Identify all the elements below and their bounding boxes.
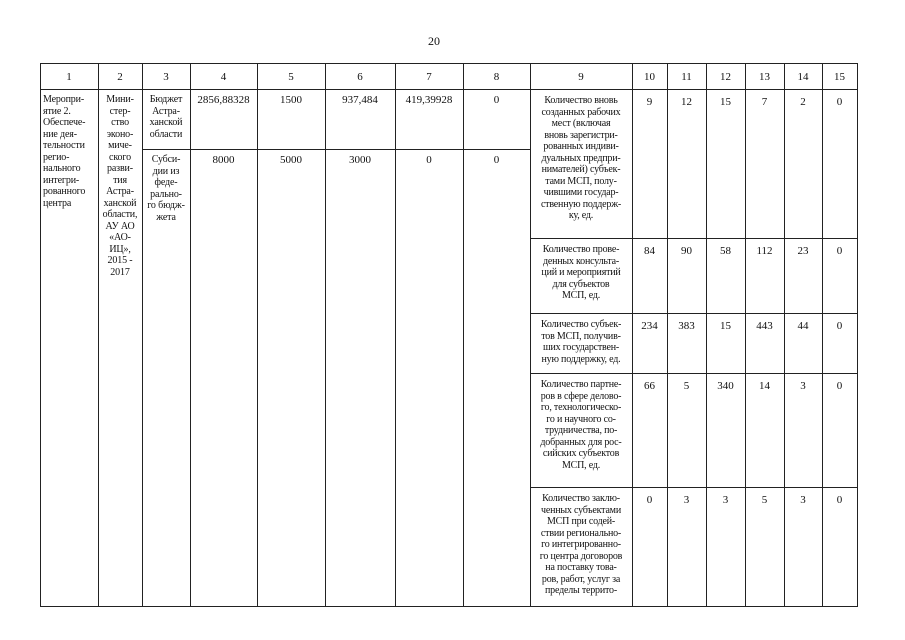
indicator-value: 0: [836, 245, 843, 257]
column-header: 13: [759, 71, 770, 83]
funding-source: Субси- дии из феде- рально- го бюдж- жета: [147, 154, 185, 223]
indicator-value: 443: [756, 320, 773, 332]
indicator-value: 44: [797, 320, 809, 332]
funding-value: 3000: [349, 154, 371, 166]
column-border: [857, 63, 858, 607]
indicator-value: 12: [681, 96, 692, 108]
indicator-name: Количество субъек- тов МСП, получив- ших государствен- ную поддержку, ед.: [540, 319, 622, 365]
row-border: [530, 487, 858, 488]
column-border: [745, 63, 746, 607]
indicator-value: 66: [644, 380, 655, 392]
funding-value: 419,39928: [405, 94, 453, 106]
indicator-value: 0: [646, 494, 653, 506]
row-border: [40, 89, 858, 90]
column-header: 6: [357, 71, 363, 83]
column-header: 5: [288, 71, 294, 83]
indicator-value: 84: [644, 245, 655, 257]
column-border: [530, 63, 531, 607]
indicator-value: 5: [683, 380, 690, 392]
column-border: [822, 63, 823, 607]
column-border: [784, 63, 785, 607]
column-border: [706, 63, 707, 607]
row-border: [530, 313, 858, 314]
indicator-value: 3: [800, 494, 806, 506]
column-header: 4: [220, 71, 227, 83]
indicator-value: 58: [720, 245, 731, 257]
column-border: [257, 63, 258, 607]
indicator-name: Количество партне- ров в сфере делово- го, технологическо- го и научного со- трудничества, по- добранных для рос- сийских субъектов МСП, ед.: [540, 379, 622, 471]
indicator-value: 9: [646, 96, 653, 108]
funding-value: 0: [426, 154, 432, 166]
indicator-value: 5: [761, 494, 768, 506]
indicator-value: 3: [722, 494, 729, 506]
row-border: [530, 373, 858, 374]
column-header: 7: [426, 71, 432, 83]
executor-cell: Мини- стер- ство эконо- миче- ского разви- тия Астра- ханской области, АУ АО «АО- ИЦ», 2015 - 2017: [102, 94, 138, 278]
indicator-value: 3: [683, 494, 690, 506]
column-border: [40, 63, 41, 607]
indicator-value: 7: [761, 96, 768, 108]
indicator-value: 15: [720, 320, 731, 332]
indicator-value: 112: [756, 245, 773, 257]
column-border: [463, 63, 464, 607]
funding-value: 1500: [280, 94, 302, 106]
page-number: 20: [428, 34, 440, 48]
row-border: [40, 606, 858, 607]
funding-source: Бюджет Астра- ханской области: [149, 94, 183, 140]
indicator-value: 0: [836, 320, 843, 332]
column-header: 3: [163, 71, 169, 83]
indicator-value: 14: [759, 380, 770, 392]
funding-value: 8000: [212, 154, 235, 166]
column-border: [325, 63, 326, 607]
funding-value: 5000: [280, 154, 302, 166]
row-border: [530, 238, 858, 239]
indicator-value: 15: [720, 96, 731, 108]
indicator-value: 23: [797, 245, 809, 257]
funding-value: 2856,88328: [197, 94, 250, 106]
row-border: [142, 149, 530, 150]
column-header: 15: [834, 71, 845, 83]
column-header: 1: [66, 71, 72, 83]
column-border: [190, 63, 191, 607]
column-header: 12: [720, 71, 731, 83]
indicator-value: 2: [800, 96, 806, 108]
column-header: 14: [797, 71, 809, 83]
indicator-value: 0: [836, 494, 843, 506]
indicator-value: 3: [800, 380, 806, 392]
indicator-value: 383: [678, 320, 695, 332]
indicator-value: 340: [717, 380, 734, 392]
funding-value: 0: [493, 154, 500, 166]
column-border: [395, 63, 396, 607]
column-header: 10: [644, 71, 655, 83]
indicator-name: Количество заклю- ченных субъектами МСП при содей- ствии регионально- го интегрированно- го центра договоров на поставку това- ров, работ, услуг за пределы террито-: [539, 493, 623, 596]
indicator-value: 0: [836, 380, 843, 392]
column-header: 2: [117, 71, 123, 83]
funding-value: 0: [493, 94, 500, 106]
indicator-value: 90: [681, 245, 692, 257]
column-header: 9: [578, 71, 584, 83]
column-header: 11: [681, 71, 692, 83]
column-border: [667, 63, 668, 607]
indicator-name: Количество вновь созданных рабочих мест (включая вновь зарегистри- рованных индиви- дуальных предпри- нимателей) субъек- тами МСП, полу- чившими государ- ственную поддерж- ку, ед.: [540, 95, 622, 221]
column-header: 8: [493, 71, 500, 83]
measure-cell: Меропри- ятие 2. Обеспече- ние дея- тельности регио- нального интегри- рованного центра: [43, 94, 86, 209]
funding-value: 937,484: [342, 94, 378, 106]
indicator-name: Количество прове- денных консульта- ций и мероприятий для субъектов МСП, ед.: [541, 244, 621, 301]
indicator-value: 0: [836, 96, 843, 108]
column-border: [142, 63, 143, 607]
indicator-value: 234: [641, 320, 658, 332]
column-border: [632, 63, 633, 607]
row-border: [40, 63, 858, 64]
